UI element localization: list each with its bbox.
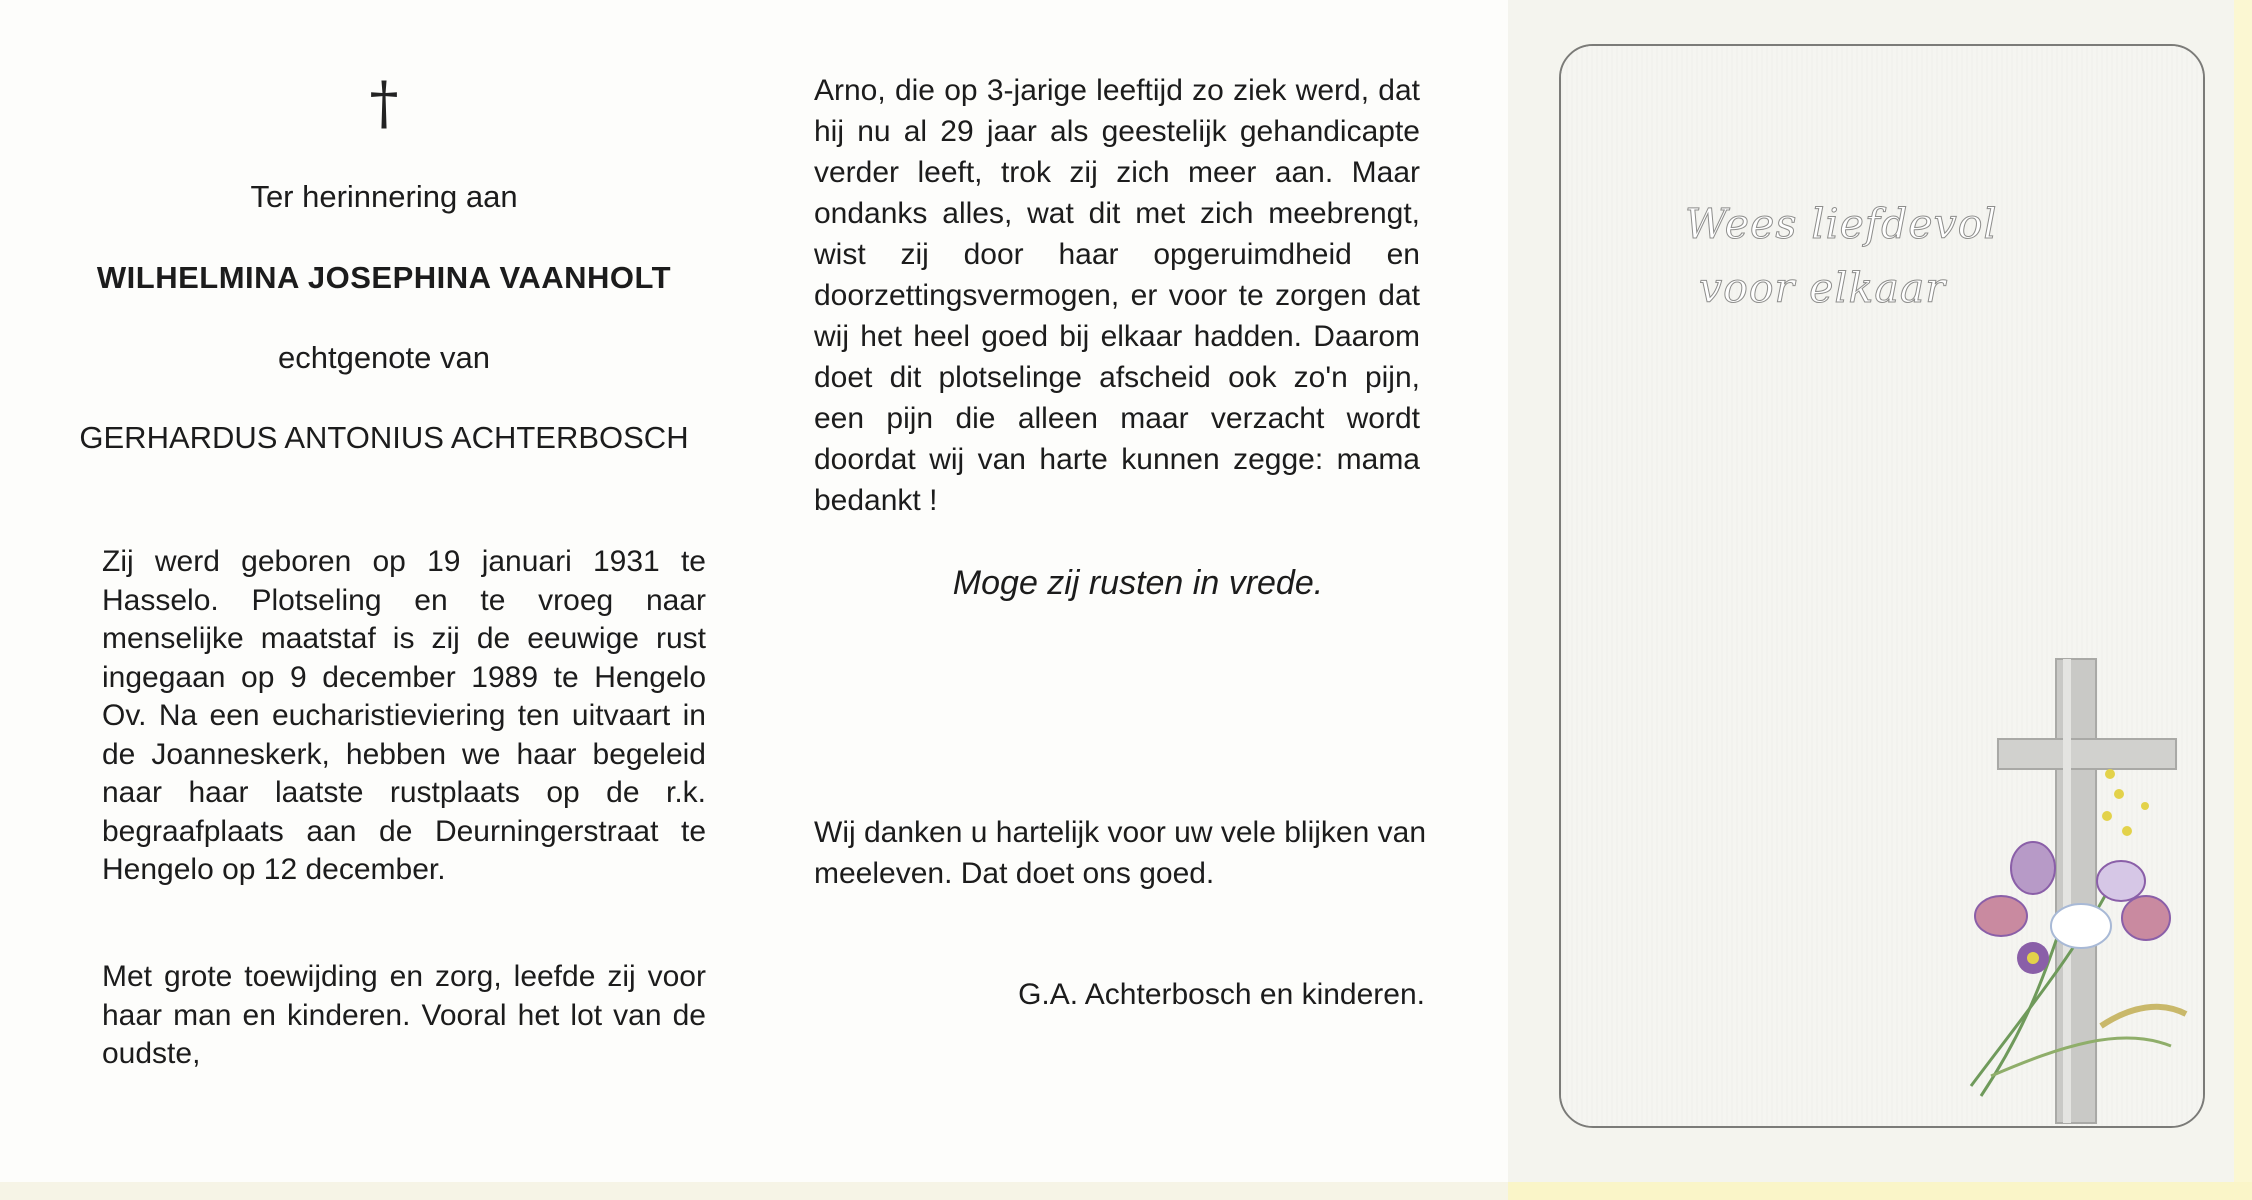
scan-edge (2234, 0, 2252, 1200)
right-panel (1508, 0, 2252, 1200)
intro-text: Ter herinnering aan (250, 179, 518, 214)
biography-paragraph: Zij werd geboren op 19 januari 1931 te Hasselo. Plotseling en te vroeg naar menselijke maatstaf is zij de eeuwige rust ingegaan op 9 december 1989 te Hengelo Ov. Na een eucharistieviering ten uitvaart in de Joanneskerk, hebben we haar begeleid naar haar laatste rustplaats op de r.k. begraafplaats aan de Deurningerstraat te Hengelo op 12 december. (102, 545, 706, 886)
motto-line-2: voor elkaar (1699, 264, 1946, 312)
left-panel (0, 0, 768, 1200)
continuation-paragraph: Arno, die op 3-jarige leeftijd zo ziek werd, dat hij nu al 29 jaar als geestelijk gehandicapte verder leeft, trok zij zich meer aan. Maar ondanks alles, wat dit met zich meebrengt, wist zij door haar opgeruimdheid en doorzettingsvermogen, er voor te zorgen dat wij het heel goed bij elkaar hadden. Daarom doet dit plotselinge afscheid ook zo'n pijn, een pijn die alleen maar verzacht wordt doordat wij van harte kunnen zegge: mama bedankt ! (814, 74, 1420, 517)
prayer-text: Moge zij rusten in vrede. (952, 564, 1324, 602)
thanks-paragraph: Wij danken u hartelijk voor uw vele blijken van meeleven. Dat doet ons goed. (814, 816, 1426, 890)
relation-text: echtgenote van (277, 340, 490, 375)
scan-border (0, 1182, 768, 1200)
middle-panel (768, 0, 1508, 1200)
deceased-name: WILHELMINA JOSEPHINA VAANHOLT (96, 260, 672, 295)
dedication-paragraph: Met grote toewijding en zorg, leefde zij voor haar man en kinderen. Vooral het lot van de oudste, (102, 960, 706, 1070)
cross-icon: † (369, 69, 399, 137)
signature-text: G.A. Achterbosch en kinderen. (1018, 978, 1425, 1011)
scan-border (1508, 1182, 2252, 1200)
spouse-name: GERHARDUS ANTONIUS ACHTERBOSCH (79, 420, 689, 455)
card-frame (1559, 44, 2205, 1128)
motto-line-1: Wees liefdevol (1685, 200, 1998, 248)
scan-border (768, 1182, 1508, 1200)
card-illustration (1561, 46, 2205, 1128)
